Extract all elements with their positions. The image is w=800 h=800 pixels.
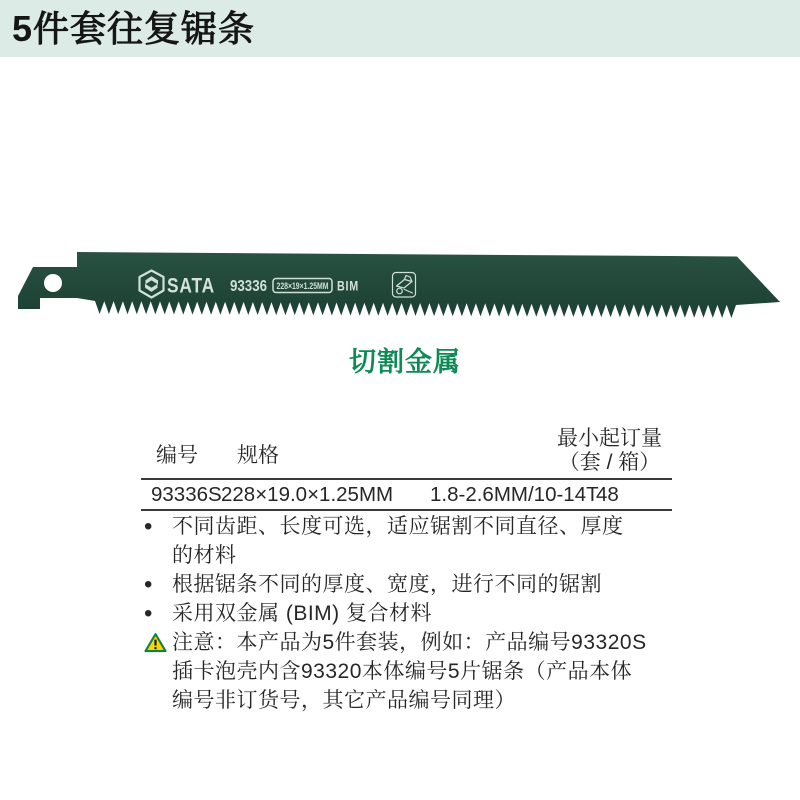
- product-image-saw-blade: [0, 220, 800, 350]
- feature-text: 根据锯条不同的厚度、宽度，进行不同的锯割: [172, 573, 602, 596]
- notice-line: [144, 686, 704, 715]
- feature-line: [144, 570, 704, 599]
- feature-line: [144, 599, 704, 628]
- page-title: 5件套往复锯条: [12, 7, 256, 49]
- spec-table-data-row: [141, 480, 672, 511]
- header-code: 编号: [156, 444, 198, 467]
- notice-text: 插卡泡壳内含93320本体编号5片锯条（产品本体: [172, 660, 633, 683]
- feature-line: [144, 512, 704, 541]
- blade-body: [18, 252, 780, 318]
- feature-line: [144, 541, 704, 570]
- cell-dimensions: 228×19.0×1.25MM: [221, 482, 394, 506]
- blade-model-text: 93336: [230, 278, 268, 295]
- blade-brand-text: SATA: [167, 274, 215, 298]
- notice-text: 注意：本产品为5件套装，例如：产品编号93320S: [172, 631, 647, 654]
- cell-moq: 48: [596, 482, 619, 506]
- notice-line: [144, 657, 704, 686]
- feature-text: 的材料: [172, 544, 237, 567]
- header-spec: 规格: [237, 444, 279, 467]
- notice-line: [144, 628, 704, 657]
- header-moq: [557, 427, 662, 475]
- feature-list: [144, 512, 704, 715]
- notice-text: 编号非订货号，其它产品编号同理）: [172, 689, 516, 712]
- header-moq-line2: （套 / 箱）: [558, 451, 661, 474]
- warning-triangle-icon: [144, 628, 172, 653]
- feature-text: 不同齿距、长度可选，适应锯割不同直径、厚度: [172, 515, 624, 538]
- feature-text: 采用双金属 (BIM) 复合材料: [172, 602, 432, 625]
- application-caption: 切割金属: [349, 347, 461, 377]
- blade-material-text: BIM: [337, 277, 359, 294]
- header-moq-line1: 最小起订量: [557, 427, 662, 450]
- tang-hole: [44, 274, 62, 292]
- bullet-marker: •: [144, 513, 153, 540]
- page-header: [0, 0, 800, 57]
- cell-code: 93336S: [151, 482, 222, 506]
- spec-table-header-row: [141, 424, 672, 480]
- spec-table: [141, 424, 672, 511]
- bullet-marker: •: [144, 571, 153, 598]
- cell-pitch: 1.8-2.6MM/10-14T: [430, 482, 599, 506]
- bullet-marker: •: [144, 600, 153, 627]
- blade-spec-text: 228×19×1.25MM: [276, 281, 329, 291]
